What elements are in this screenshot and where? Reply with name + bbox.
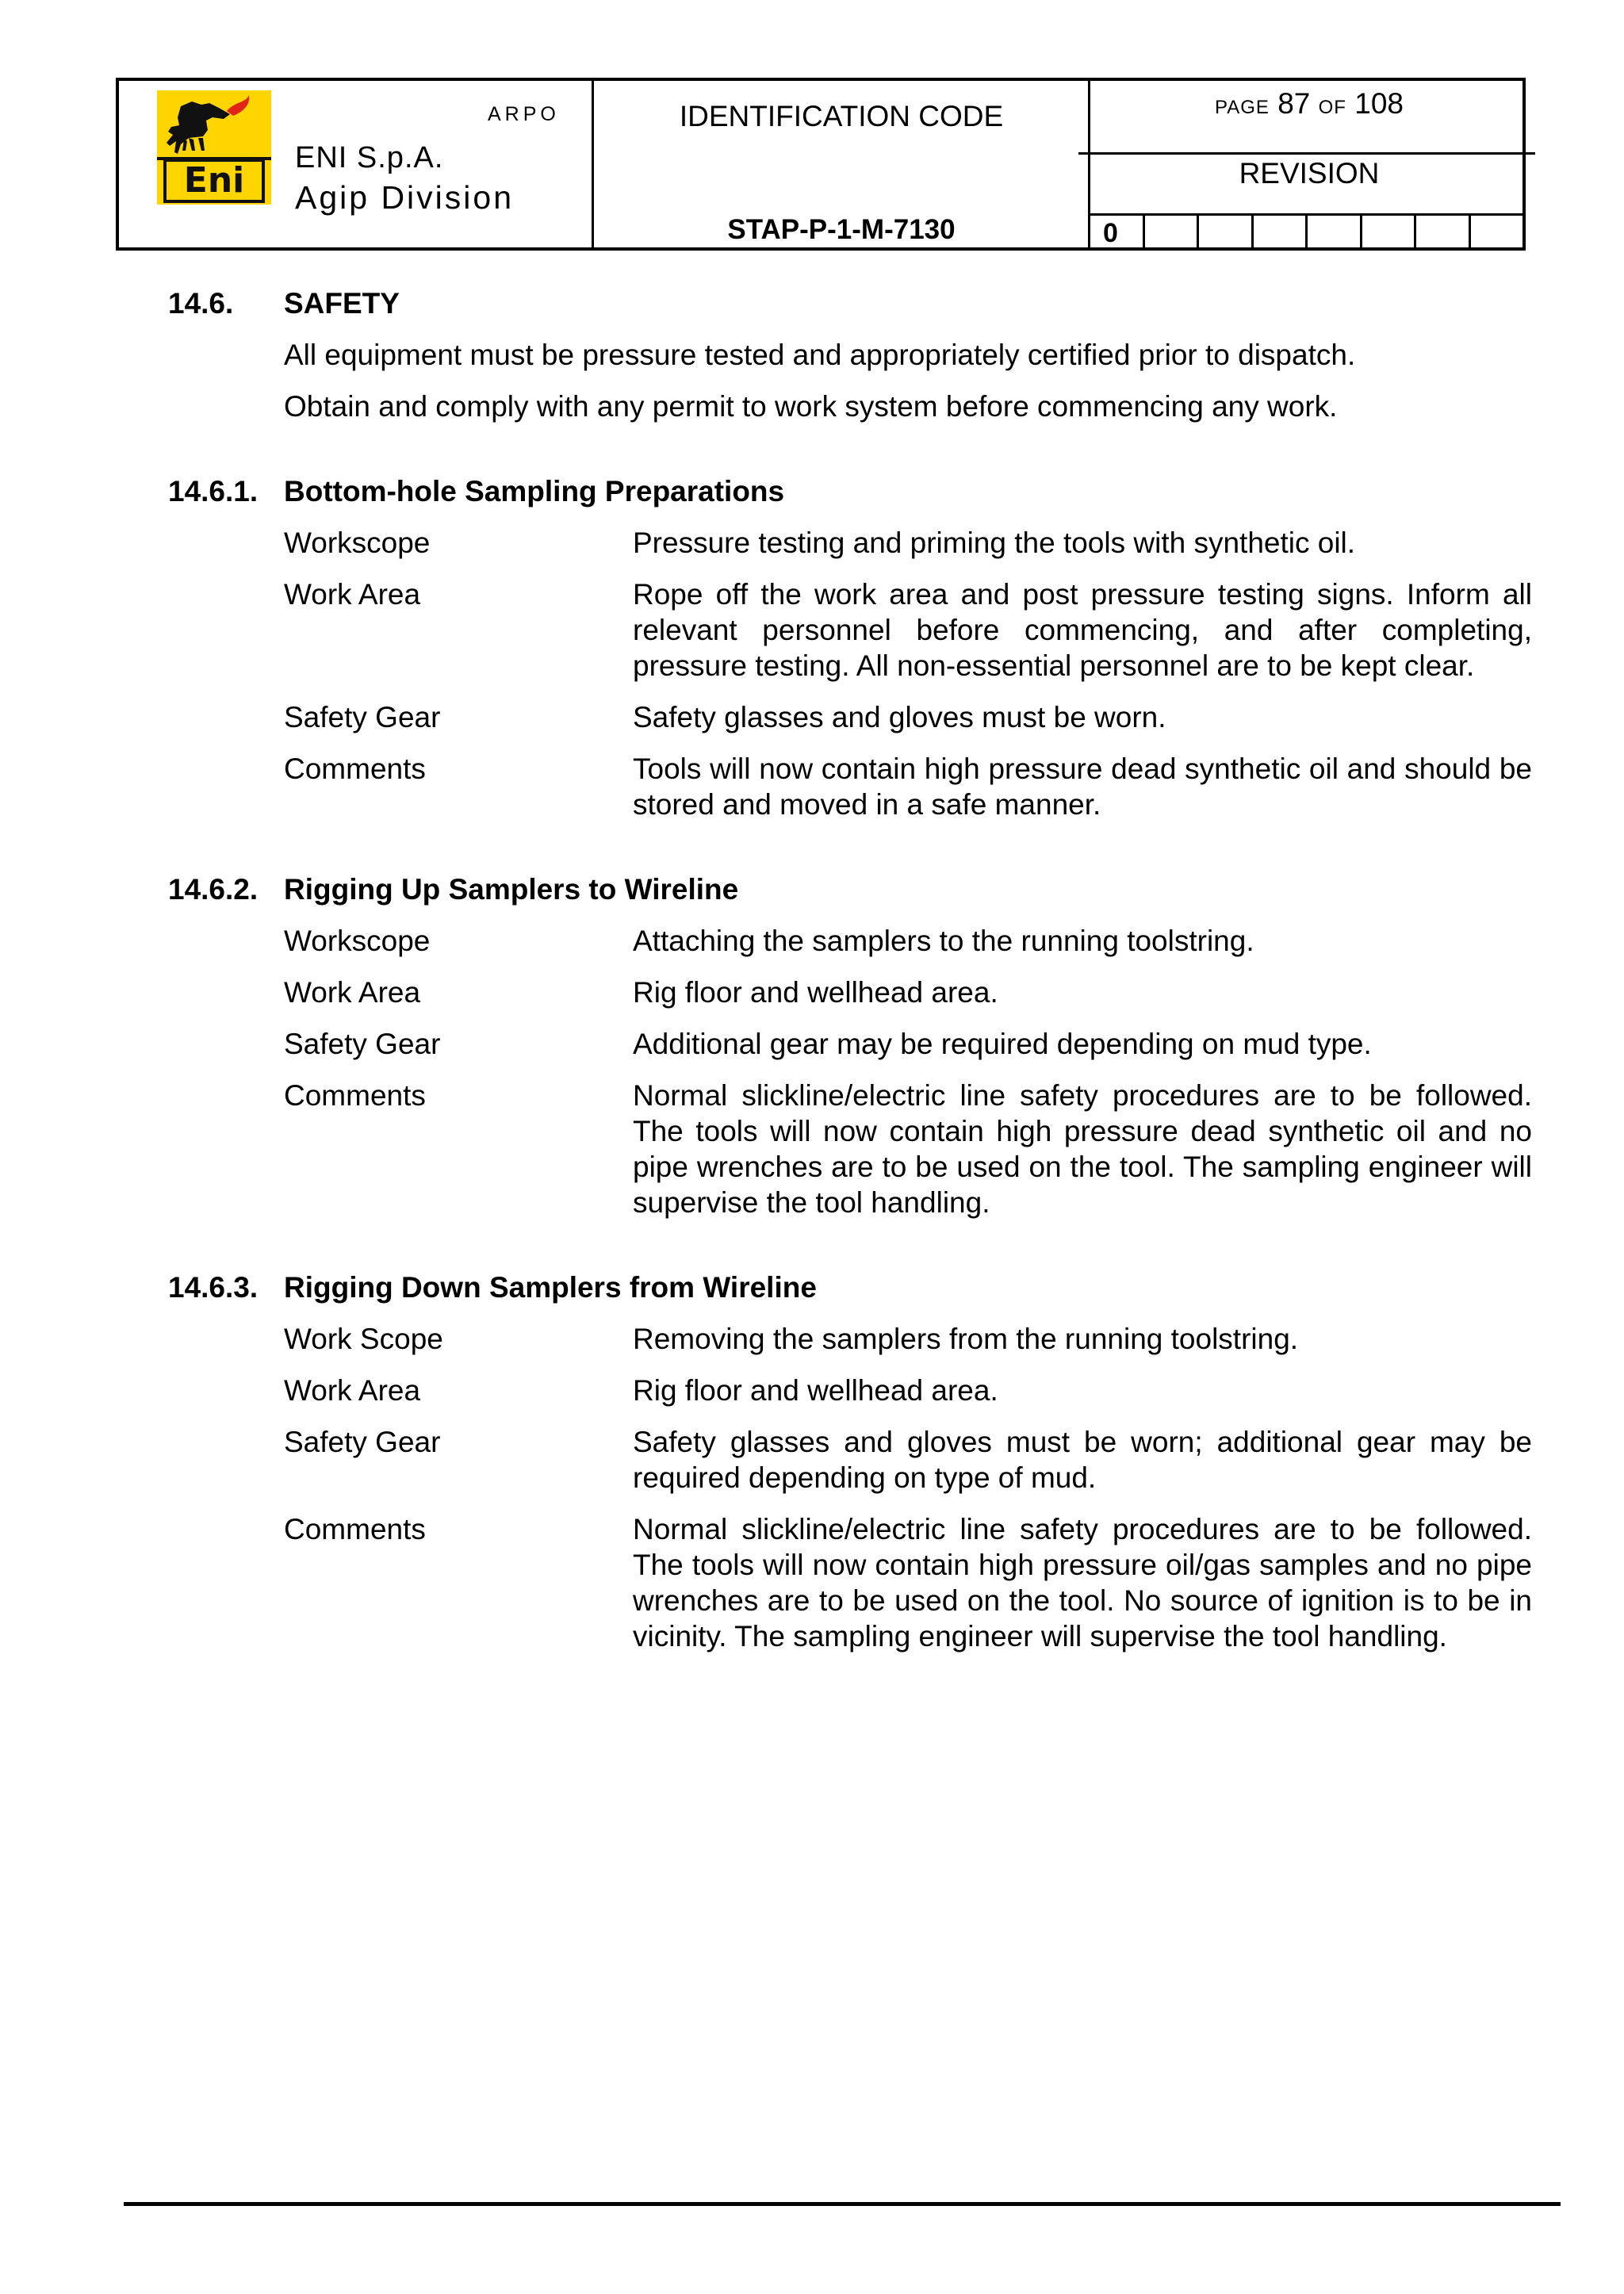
table-row <box>284 1026 1532 1062</box>
document-header <box>116 78 1526 251</box>
revision-cells <box>1090 216 1522 247</box>
subsection-table <box>284 923 1532 1220</box>
row-label: Workscope <box>284 527 431 559</box>
company-block <box>295 138 514 217</box>
org-code: ARPO <box>488 103 560 125</box>
paragraph: Obtain and comply with any permit to work system before commencing any work. <box>284 390 1338 423</box>
revision-cell <box>1197 216 1251 247</box>
table-row <box>284 1424 1532 1496</box>
revision-cell <box>1305 216 1360 247</box>
subsection-heading <box>168 1270 1532 1305</box>
paragraph: All equipment must be pressure tested and appropriately certified prior to dispatch. <box>284 339 1356 371</box>
revision-cell <box>1414 216 1469 247</box>
row-text: Pressure testing and priming the tools with synthetic oil. <box>633 527 1356 559</box>
row-label: Comments <box>284 753 426 785</box>
row-text: Rope off the work area and post pressure testing signs. Inform all relevant personnel before commencing, and after completing, pressure testing. All non-essential personnel are to be kept clear. <box>633 578 1532 682</box>
row-label: Safety Gear <box>284 1426 441 1458</box>
revision-label: REVISION <box>1239 157 1380 190</box>
subsection-table <box>284 1321 1532 1654</box>
page-counter <box>1090 87 1528 121</box>
row-label: Comments <box>284 1513 426 1545</box>
row-label: Work Scope <box>284 1323 443 1355</box>
table-row <box>284 751 1532 822</box>
subsection-heading <box>168 871 1532 907</box>
row-text: Removing the samplers from the running toolstring. <box>633 1323 1299 1355</box>
company-name: ENI S.p.A. <box>295 141 444 174</box>
header-divider <box>592 81 594 247</box>
division-name: Agip Division <box>295 179 514 216</box>
row-text: Normal slickline/electric line safety procedures are to be followed. The tools will now contain high pressure oil/gas samples and no pipe wrenches are to be used on the tool. No source of ignition is to be in vicinity. The sampling engineer will supervise the tool handling. <box>633 1513 1532 1653</box>
row-text: Rig floor and wellhead area. <box>633 976 998 1009</box>
row-label: Safety Gear <box>284 1028 441 1060</box>
table-row <box>284 923 1532 959</box>
revision-cell <box>1251 216 1306 247</box>
document-body <box>168 285 1532 1654</box>
row-text: Safety glasses and gloves must be worn; additional gear may be required depending on type of mud. <box>633 1426 1532 1494</box>
of-word: OF <box>1318 97 1346 118</box>
row-label: Work Area <box>284 1374 421 1407</box>
section-title: SAFETY <box>284 287 400 320</box>
page-number: 87 <box>1277 87 1311 120</box>
table-row <box>284 1511 1532 1654</box>
row-label: Safety Gear <box>284 701 441 733</box>
subsection-number: 14.6.1. <box>168 475 259 507</box>
revision-cell <box>1469 216 1523 247</box>
subsection-table <box>284 525 1532 822</box>
table-row <box>284 975 1532 1010</box>
table-row <box>284 576 1532 684</box>
eni-logo <box>157 90 271 205</box>
row-text: Tools will now contain high pressure dead synthetic oil and should be stored and moved in a safe manner. <box>633 753 1532 821</box>
row-text: Additional gear may be required depending on mud type. <box>633 1028 1372 1060</box>
identification-code-value: STAP-P-1-M-7130 <box>727 214 956 245</box>
page-word: PAGE <box>1215 97 1270 118</box>
header-divider <box>1078 152 1535 155</box>
section-heading <box>168 285 1532 321</box>
footer-rule <box>124 2202 1561 2206</box>
subsection-title: Bottom-hole Sampling Preparations <box>284 475 785 507</box>
table-row <box>284 1373 1532 1408</box>
row-label: Comments <box>284 1079 426 1112</box>
logo-wordmark: Eni <box>163 159 265 203</box>
table-row <box>284 1321 1532 1357</box>
row-text: Attaching the samplers to the running toolstring. <box>633 925 1254 957</box>
table-row <box>284 1078 1532 1220</box>
revision-cell <box>1143 216 1197 247</box>
identification-code-label: IDENTIFICATION CODE <box>679 100 1004 132</box>
subsection-number: 14.6.3. <box>168 1271 259 1304</box>
row-label: Workscope <box>284 925 431 957</box>
revision-cell: 0 <box>1103 218 1118 248</box>
row-label: Work Area <box>284 578 421 611</box>
row-text: Rig floor and wellhead area. <box>633 1374 998 1407</box>
row-text: Safety glasses and gloves must be worn. <box>633 701 1166 733</box>
table-row <box>284 699 1532 735</box>
subsection-number: 14.6.2. <box>168 873 259 906</box>
table-row <box>284 525 1532 561</box>
row-label: Work Area <box>284 976 421 1009</box>
section-number: 14.6. <box>168 287 234 320</box>
page-total: 108 <box>1354 87 1404 120</box>
subsection-heading <box>168 473 1532 509</box>
revision-cell <box>1360 216 1415 247</box>
subsection-title: Rigging Up Samplers to Wireline <box>284 873 739 906</box>
subsection-title: Rigging Down Samplers from Wireline <box>284 1271 817 1304</box>
row-text: Normal slickline/electric line safety procedures are to be followed. The tools will now contain high pressure dead synthetic oil and no pipe wrenches are to be used on the tool. The sampling engineer will supervise the tool handling. <box>633 1079 1532 1219</box>
